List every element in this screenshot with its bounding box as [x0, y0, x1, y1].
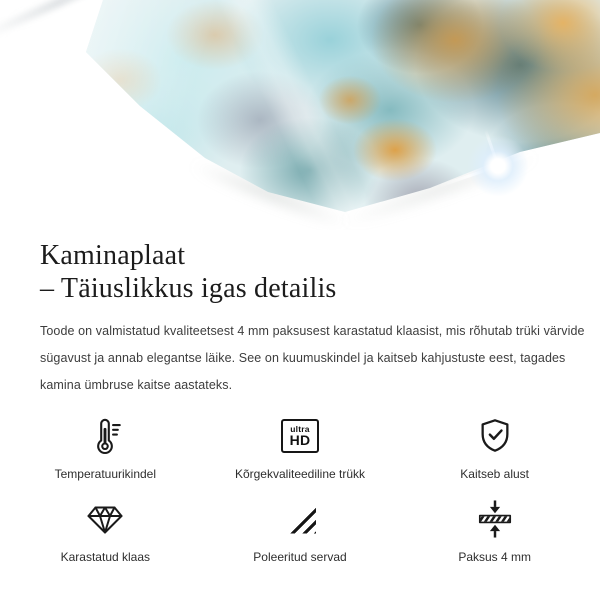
ultra-hd-icon-text-bottom: HD: [289, 432, 311, 448]
glass-artwork: [0, 0, 600, 230]
product-photo: [0, 0, 600, 230]
ultra-hd-icon: [281, 413, 319, 459]
feature-print-quality: [203, 413, 398, 481]
features-grid: [0, 413, 600, 564]
feature-label: Poleeritud servad: [253, 550, 347, 564]
ultra-hd-icon-text-top: ultra: [290, 424, 310, 434]
shield-check-icon: [476, 413, 514, 459]
feature-temperature: [8, 413, 203, 481]
page-title-line1: Kaminaplaat: [40, 240, 186, 271]
compressed-thickness-icon: [476, 496, 514, 542]
thermometer-icon: [86, 413, 124, 459]
feature-protects-base: [397, 413, 592, 481]
feature-label: Temperatuurikindel: [54, 467, 157, 481]
feature-tempered-glass: [8, 496, 203, 564]
feature-label: Karastatud klaas: [60, 550, 151, 564]
feature-label: Kõrgekvaliteediline trükk: [234, 467, 366, 481]
polished-edges-icon: [283, 496, 316, 542]
feature-thickness: [397, 496, 592, 564]
feature-label: Paksus 4 mm: [458, 550, 531, 564]
diamond-icon: [85, 496, 125, 542]
product-description: Toode on valmistatud kvaliteetsest 4 mm paksusest karastatud klaasist, mis rõhutab trüki värvide sügavust ja annab elegantse läike. See on kuumuskindel ja kaitseb kahjustuste eest, tagades kamina ümbruse kaitse aastateks.: [40, 324, 585, 392]
feature-label: Kaitseb alust: [460, 467, 530, 481]
product-info-section: [0, 239, 600, 399]
feature-polished-edges: [203, 496, 398, 564]
page-title: [40, 239, 585, 305]
page-title-line2: – Täiuslikkus igas detailis: [40, 273, 337, 304]
